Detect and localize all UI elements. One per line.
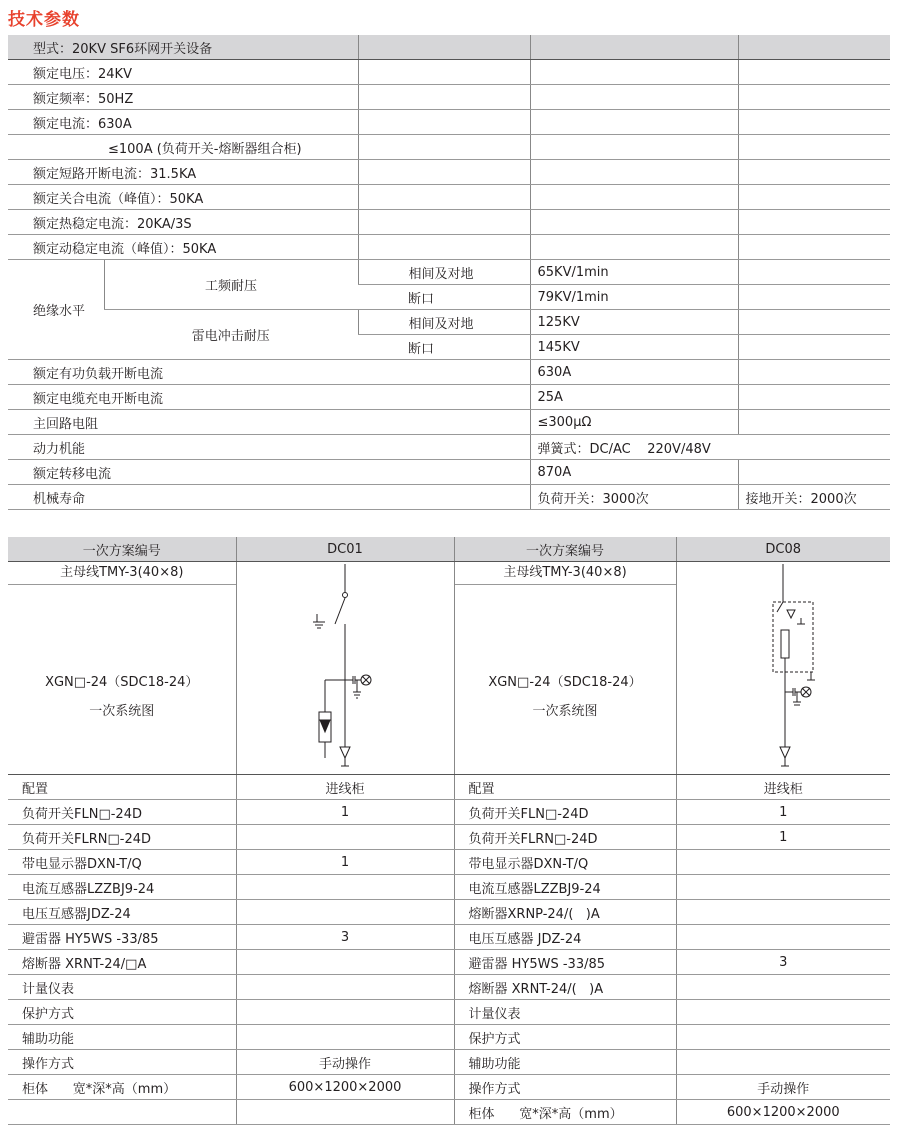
right-config-item: 电流互感器LZZBJ9-24 <box>454 875 676 900</box>
right-config-qty <box>676 900 890 925</box>
spec-value: 870A <box>530 460 738 485</box>
right-config-qty: 3 <box>676 950 890 975</box>
left-config-qty <box>236 875 454 900</box>
left-config-qty <box>236 950 454 975</box>
right-config-item: 带电显示器DXN-T/Q <box>454 850 676 875</box>
left-config-item: 电流互感器LZZBJ9-24 <box>8 875 236 900</box>
config-item-row <box>8 1025 890 1050</box>
spec-row <box>8 485 890 510</box>
config-row <box>8 775 890 800</box>
spec-cable: 额定电缆充电开断电流 <box>8 385 530 410</box>
spec-value: 65KV/1min <box>530 260 738 285</box>
config-item-row <box>8 900 890 925</box>
scheme-header-row <box>8 537 890 562</box>
spec-lightning: 雷电冲击耐压 <box>104 310 358 360</box>
right-config-qty <box>676 1000 890 1025</box>
right-config-qty: 1 <box>676 825 890 850</box>
right-header-label: 一次方案编号 <box>454 537 676 562</box>
spec-row <box>8 35 890 60</box>
right-config-item: 负荷开关FLN□-24D <box>454 800 676 825</box>
left-config-qty: 1 <box>236 800 454 825</box>
spec-phase-ground: 相间及对地 <box>358 310 530 335</box>
left-config-item: 辅助功能 <box>8 1025 236 1050</box>
spec-dynamic: 额定动稳定电流（峰值）：50KA <box>8 235 358 260</box>
right-config-item: 计量仪表 <box>454 1000 676 1025</box>
right-diagram-label: 一次系统图 <box>532 704 598 719</box>
left-config-label: 配置 <box>8 775 236 800</box>
right-config-item: 负荷开关FLRN□-24D <box>454 825 676 850</box>
dc08-schematic <box>723 562 843 774</box>
right-config-qty: 1 <box>676 800 890 825</box>
right-config-qty <box>676 850 890 875</box>
right-config-item: 操作方式 <box>454 1075 676 1100</box>
spec-resistance: 主回路电阻 <box>8 410 530 435</box>
spec-row <box>8 410 890 435</box>
left-config-item: 保护方式 <box>8 1000 236 1025</box>
spec-row <box>8 310 890 335</box>
left-config-item: 操作方式 <box>8 1050 236 1075</box>
spec-type: 型式：20KV SF6环网开关设备 <box>8 35 358 60</box>
right-code: DC08 <box>676 537 890 562</box>
spec-row <box>8 110 890 135</box>
diagram-row <box>8 562 890 775</box>
spec-value: 145KV <box>530 335 738 360</box>
left-cabinet: 进线柜 <box>236 775 454 800</box>
left-busbar: 主母线TMY-3(40×8) <box>8 562 236 585</box>
spec-mechanism: 动力机能 <box>8 435 530 460</box>
right-config-item: 熔断器XRNP-24/( )A <box>454 900 676 925</box>
config-item-row <box>8 1100 890 1125</box>
left-config-item: 柜体 宽*深*高（mm） <box>8 1075 236 1100</box>
spec-value: 79KV/1min <box>530 285 738 310</box>
left-header-label: 一次方案编号 <box>8 537 236 562</box>
right-config-qty <box>676 925 890 950</box>
config-item-row <box>8 1050 890 1075</box>
spec-value: 630A <box>530 360 738 385</box>
spec-power-freq: 工频耐压 <box>104 260 358 310</box>
config-item-row <box>8 825 890 850</box>
right-config-item: 熔断器 XRNT-24/( )A <box>454 975 676 1000</box>
spec-row <box>8 60 890 85</box>
scheme-table <box>8 537 890 1125</box>
left-config-item: 熔断器 XRNT-24/□A <box>8 950 236 975</box>
right-model: XGN□-24（SDC18-24） <box>488 675 642 690</box>
left-config-item: 负荷开关FLN□-24D <box>8 800 236 825</box>
left-config-qty <box>236 825 454 850</box>
config-item-row <box>8 875 890 900</box>
right-config-qty: 600×1200×2000 <box>676 1100 890 1125</box>
dc01-schematic <box>285 562 405 774</box>
spec-row <box>8 360 890 385</box>
spec-row <box>8 435 890 460</box>
right-config-qty: 手动操作 <box>676 1075 890 1100</box>
spec-phase-ground: 相间及对地 <box>358 260 530 285</box>
spec-life: 机械寿命 <box>8 485 530 510</box>
spec-row <box>8 160 890 185</box>
config-item-row <box>8 950 890 975</box>
spec-value: 接地开关：2000次 <box>738 485 890 510</box>
right-cabinet: 进线柜 <box>676 775 890 800</box>
config-item-row <box>8 925 890 950</box>
spec-frequency: 额定频率：50HZ <box>8 85 358 110</box>
spec-value: 弹簧式：DC/AC 220V/48V <box>530 435 890 460</box>
right-config-item: 辅助功能 <box>454 1050 676 1075</box>
config-item-row <box>8 975 890 1000</box>
spec-break-gap: 断口 <box>358 285 530 310</box>
left-config-item: 负荷开关FLRN□-24D <box>8 825 236 850</box>
spec-row <box>8 210 890 235</box>
left-config-qty <box>236 900 454 925</box>
left-config-item: 计量仪表 <box>8 975 236 1000</box>
left-config-qty: 600×1200×2000 <box>236 1075 454 1100</box>
left-config-qty: 3 <box>236 925 454 950</box>
left-config-qty <box>236 1025 454 1050</box>
spec-table <box>8 35 890 510</box>
spec-row <box>8 235 890 260</box>
left-config-item: 带电显示器DXN-T/Q <box>8 850 236 875</box>
spec-row <box>8 460 890 485</box>
spec-value: 25A <box>530 385 738 410</box>
spec-break-gap: 断口 <box>358 335 530 360</box>
config-item-row <box>8 850 890 875</box>
spec-value: ≤300μΩ <box>530 410 738 435</box>
spec-row <box>8 85 890 110</box>
spec-voltage: 额定电压：24KV <box>8 60 358 85</box>
page-title: 技术参数 <box>8 10 80 30</box>
spec-current: 额定电流：630A <box>8 110 358 135</box>
left-config-qty: 1 <box>236 850 454 875</box>
right-config-label: 配置 <box>454 775 676 800</box>
spec-value: 负荷开关：3000次 <box>530 485 738 510</box>
right-busbar: 主母线TMY-3(40×8) <box>455 562 676 585</box>
spec-insulation: 绝缘水平 <box>8 260 104 360</box>
left-config-qty <box>236 975 454 1000</box>
left-model: XGN□-24（SDC18-24） <box>45 675 199 690</box>
config-item-row <box>8 1075 890 1100</box>
spec-current-2: ≤100A (负荷开关-熔断器组合柜) <box>8 135 358 160</box>
left-config-qty: 手动操作 <box>236 1050 454 1075</box>
right-config-item: 保护方式 <box>454 1025 676 1050</box>
right-config-qty <box>676 875 890 900</box>
right-config-qty <box>676 1025 890 1050</box>
spec-active-load: 额定有功负载开断电流 <box>8 360 530 385</box>
spec-row <box>8 185 890 210</box>
config-item-row <box>8 800 890 825</box>
left-config-qty <box>236 1000 454 1025</box>
right-config-item: 避雷器 HY5WS -33/85 <box>454 950 676 975</box>
spec-short-break: 额定短路开断电流：31.5KA <box>8 160 358 185</box>
left-config-item: 避雷器 HY5WS -33/85 <box>8 925 236 950</box>
right-config-qty <box>676 975 890 1000</box>
spec-transfer: 额定转移电流 <box>8 460 530 485</box>
left-config-qty <box>236 1100 454 1125</box>
spec-value: 125KV <box>530 310 738 335</box>
left-config-item: 电压互感器JDZ-24 <box>8 900 236 925</box>
right-config-item: 柜体 宽*深*高（mm） <box>454 1100 676 1125</box>
spec-row <box>8 385 890 410</box>
left-config-item <box>8 1100 236 1125</box>
right-config-item: 电压互感器 JDZ-24 <box>454 925 676 950</box>
right-config-qty <box>676 1050 890 1075</box>
spec-close: 额定关合电流（峰值）：50KA <box>8 185 358 210</box>
spec-row <box>8 135 890 160</box>
spec-row <box>8 260 890 285</box>
spec-thermal: 额定热稳定电流：20KA/3S <box>8 210 358 235</box>
config-item-row <box>8 1000 890 1025</box>
left-code: DC01 <box>236 537 454 562</box>
left-diagram-label: 一次系统图 <box>89 704 155 719</box>
